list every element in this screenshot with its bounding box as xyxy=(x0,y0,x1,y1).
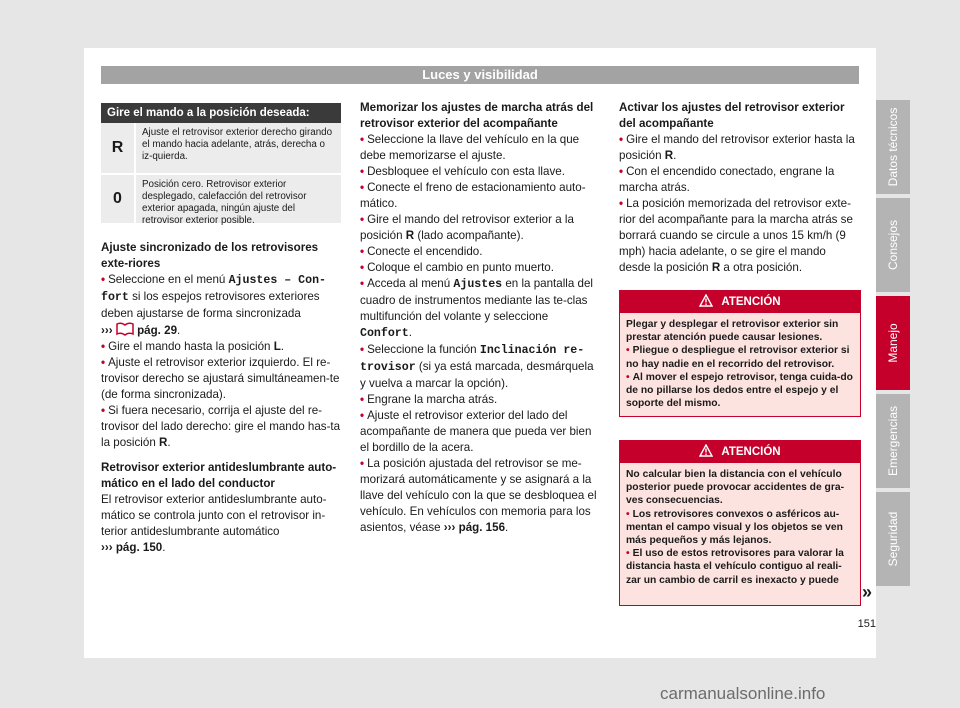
activate-heading: Activar los ajustes del retrovisor exterior del acompañante xyxy=(619,101,845,130)
watermark: carmanualsonline.info xyxy=(660,684,826,703)
book-icon xyxy=(116,322,134,336)
position-description: Ajuste el retrovisor exterior derecho girando el mando hacia adelante, atrás, derecha o iz-quierda. xyxy=(134,123,341,173)
warning-intro: Plegar y desplegar el retrovisor exterior sin prestar atención puede causar lesiones. xyxy=(626,319,839,344)
position-key: 0 xyxy=(113,190,122,207)
list-item: • El uso de estos retrovisores para valorar la distancia hasta el vehículo contiguo al reali-zar un cambio de carril es inexacto y puede xyxy=(626,548,844,586)
list-item: • Coloque el cambio en punto muerto. xyxy=(360,261,554,274)
list-item: • Ajuste el retrovisor exterior izquierdo. El re-trovisor derecho se ajustará simultáneamen-te (de forma sincronizada). xyxy=(101,356,340,401)
paragraph: El retrovisor exterior antideslumbrante auto-mático se controla junto con el retrovisor in-terior antideslumbrante automático ››› pág. 150. xyxy=(101,493,327,554)
page-ref[interactable]: pág. 29 xyxy=(137,324,178,337)
list-item: • Seleccione la llave del vehículo en la que debe memorizarse el ajuste. xyxy=(360,133,580,162)
sync-heading: Ajuste sincronizado de los retrovisores exte-riores xyxy=(101,241,319,270)
list-item: • Al mover el espejo retrovisor, tenga cuida-do de no pillarse los dedos entre el espejo y el soporte del mismo. xyxy=(626,371,853,410)
column-2 xyxy=(360,100,600,536)
tab-manejo[interactable]: Manejo xyxy=(876,296,910,390)
tab-consejos[interactable]: Consejos xyxy=(876,198,910,292)
list-item: • Gire el mando del retrovisor exterior hasta la posición R. xyxy=(619,133,855,162)
section-header: Luces y visibilidad xyxy=(101,66,859,84)
page-number: 151 xyxy=(857,618,876,630)
table-row xyxy=(101,175,341,225)
list-item: • Engrane la marcha atrás. xyxy=(360,393,498,406)
page-ref-arrows[interactable]: ››› xyxy=(101,541,113,554)
list-item: • Si fuera necesario, corrija el ajuste del re-trovisor del lado derecho: gire el mando has-ta la posición R. xyxy=(101,404,341,449)
warning-box xyxy=(619,290,861,417)
table-row xyxy=(101,123,341,175)
list-item: • Gire el mando del retrovisor exterior a la posición R (lado acompañante). xyxy=(360,213,574,242)
menu-name: Ajustes – Con-fort xyxy=(101,274,326,304)
tab-emergencias[interactable]: Emergencias xyxy=(876,394,910,488)
list-item: • Seleccione en el menú Ajustes – Con-fort si los espejos retrovisores exteriores deben ajustarse de forma sincronizada ››› pág. 29. xyxy=(101,273,326,337)
list-item: • Pliegue o despliegue el retrovisor exterior si no hay nadie en el recorrido del retrovisor. xyxy=(626,345,850,370)
position-key: R xyxy=(111,139,124,156)
list-item: • Seleccione la función Inclinación re-trovisor (si ya está marcada, desmárquela y vuelva a marcar la opción). xyxy=(360,343,594,390)
page-ref[interactable]: pág. 150 xyxy=(115,541,163,554)
list-item: • Con el encendido conectado, engrane la marcha atrás. xyxy=(619,165,835,194)
list-item: • Conecte el freno de estacionamiento auto-mático. xyxy=(360,181,586,210)
list-item: • Los retrovisores convexos o asféricos au-mentan el campo visual y los objetos se ven más pequeños y más lejanos. xyxy=(626,508,843,547)
warning-triangle-icon xyxy=(699,294,713,307)
table-header: Gire el mando a la posición deseada: xyxy=(101,103,341,123)
page-ref-arrows[interactable]: ››› xyxy=(443,521,456,534)
column-1 xyxy=(101,240,341,556)
list-item: • Ajuste el retrovisor exterior del lado del acompañante de manera que pueda ver bien el bordillo de la acera. xyxy=(360,409,592,454)
list-item: • Gire el mando hasta la posición L. xyxy=(101,340,285,353)
continue-mark: » xyxy=(862,582,873,602)
tab-datos-tecnicos[interactable]: Datos técnicos xyxy=(876,100,910,194)
position-description: Posición cero. Retrovisor exterior desplegado, calefacción del retrovisor exterior apagada, ningún ajuste del retrovisor exterior posible. xyxy=(134,175,341,223)
warning-triangle-icon xyxy=(699,444,713,457)
warning-header: ATENCIÓN xyxy=(620,441,860,463)
warning-header: ATENCIÓN xyxy=(620,291,860,313)
list-item: • Acceda al menú Ajustes en la pantalla del cuadro de instrumentos mediante las te-clas multifunción del volante y seleccione Confort. xyxy=(360,277,594,340)
warning-box xyxy=(619,440,861,606)
page-ref-arrows[interactable]: ››› xyxy=(101,324,113,337)
memorize-heading: Memorizar los ajustes de marcha atrás del retrovisor exterior del acompañante xyxy=(360,101,594,130)
list-item: • Conecte el encendido. xyxy=(360,245,483,258)
column-3 xyxy=(619,100,859,276)
position-table xyxy=(101,103,341,225)
list-item: • La posición memorizada del retrovisor exte-rior del acompañante para la marcha atrás se borrará cuando se circule a unos 15 km/h (9 mph) hacia adelante, o se gire el mando desde la posición R a otra posición. xyxy=(619,197,853,274)
tab-seguridad[interactable]: Seguridad xyxy=(876,492,910,586)
list-item: • La posición ajustada del retrovisor se me-morizará automáticamente y se asignará a la llave del vehículo con la que se desbloquea el vehículo. En vehículos con memoria para los asientos, véase ››› pág. 156. xyxy=(360,457,597,534)
anti-glare-heading: Retrovisor exterior antideslumbrante auto-mático en el lado del conductor xyxy=(101,461,337,490)
page-ref[interactable]: pág. 156 xyxy=(458,521,506,534)
list-item: • Desbloquee el vehículo con esta llave. xyxy=(360,165,565,178)
warning-intro: No calcular bien la distancia con el vehículo posterior puede provocar accidentes de gra-ves consecuencias. xyxy=(626,469,845,507)
